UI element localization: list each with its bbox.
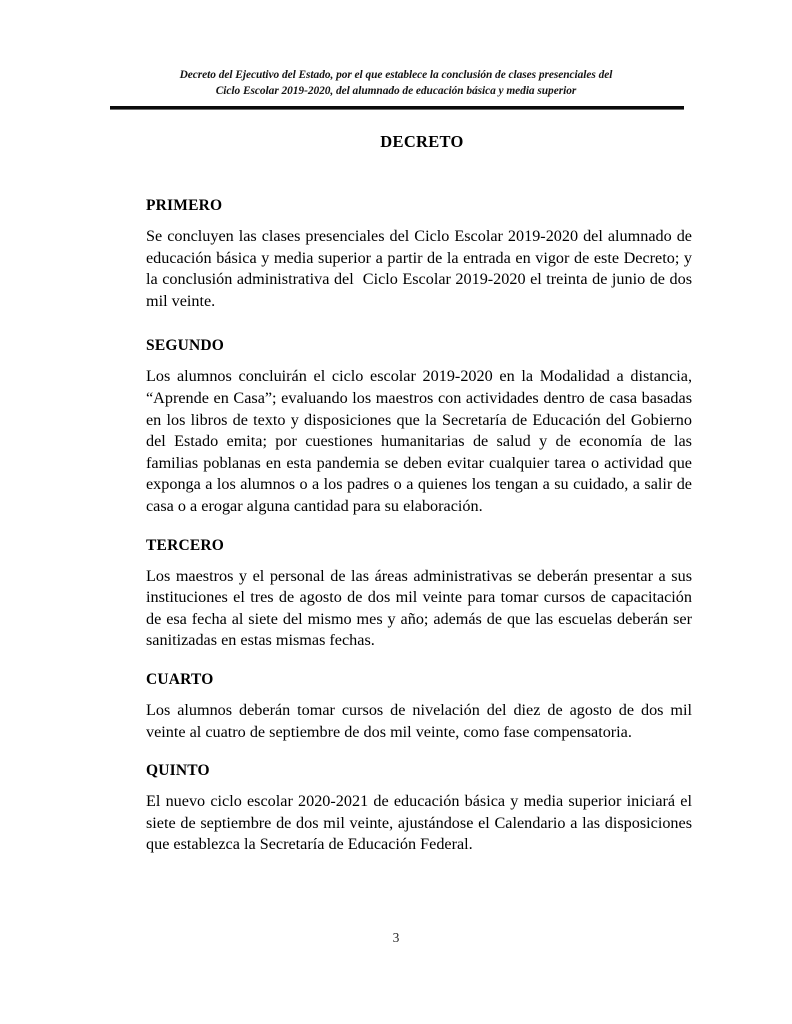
spacer: [146, 518, 692, 536]
spacer: [146, 555, 692, 566]
section-body-segundo: Los alumnos concluirán el ciclo escolar 2019-2020 en la Modalidad a distancia, “Aprende en Casa”; evaluando los maestros con actividades dentro de casa basadas en los libros de texto y disposiciones que la Secretaría de Educación del Gobierno del Estado emita; por cuestiones humanitarias de salud y de economía de las familias poblanas en esta pandemia se deben evitar cualquier tarea o actividad que exponga a los alumnos o a los padres o a quienes los tengan a su cuidado, a salir de casa o a erogar alguna cantidad para su elaboración.: [146, 367, 697, 515]
section-heading-primero: PRIMERO: [146, 197, 223, 214]
section-body-cuarto: Los alumnos deberán tomar cursos de nivelación del diez de agosto de dos mil veinte al cuatro de septiembre de dos mil veinte, como fase compensatoria.: [146, 700, 697, 741]
spacer: [146, 652, 692, 670]
running-header-line-1: Decreto del Ejecutivo del Estado, por el que establece la conclusión de clases presenciales del: [179, 69, 613, 81]
running-header-line-2: Ciclo Escolar 2019-2020, del alumnado de educación básica y media superior: [215, 84, 577, 97]
spacer: [146, 743, 692, 761]
section-tercero: [146, 536, 697, 652]
spacer: [146, 689, 692, 700]
page-number: 3: [392, 930, 400, 945]
section-body-primero: Se concluyen las clases presenciales del Ciclo Escolar 2019-2020 del alumnado de educación básica y media superior a partir de la entrada en vigor de este Decreto; y la conclusión administrativa del Ciclo Escolar 2019-2020 el treinta de junio de dos mil veinte.: [146, 227, 697, 310]
running-header: [110, 68, 682, 99]
section-heading-tercero: TERCERO: [146, 536, 225, 554]
page-title: DECRETO: [380, 132, 464, 151]
spacer: [146, 312, 692, 336]
spacer: [146, 152, 692, 196]
spacer: [146, 780, 692, 791]
spacer: [146, 215, 692, 226]
section-heading-cuarto: CUARTO: [146, 670, 214, 688]
header-divider-rule: [110, 106, 684, 110]
section-cuarto: [146, 670, 697, 743]
section-quinto: [146, 761, 697, 856]
section-primero: [146, 196, 697, 312]
document-body: [146, 132, 697, 856]
spacer: [146, 355, 692, 366]
section-body-tercero: Los maestros y el personal de las áreas administrativas se deberán presentar a sus instituciones el tres de agosto de dos mil veinte para tomar cursos de capacitación de esa fecha al siete del mismo mes y año; además de que las escuelas deberán ser sanitizadas en estas mismas fechas.: [146, 566, 697, 650]
section-heading-segundo: SEGUNDO: [146, 337, 225, 355]
section-heading-quinto: QUINTO: [146, 762, 210, 780]
section-body-quinto: El nuevo ciclo escolar 2020-2021 de educación básica y media superior iniciará el siete de septiembre de dos mil veinte, ajustándose el Calendario a las disposiciones que establezca la Secretaría de Educación Federal.: [146, 792, 697, 854]
section-segundo: [146, 336, 697, 517]
